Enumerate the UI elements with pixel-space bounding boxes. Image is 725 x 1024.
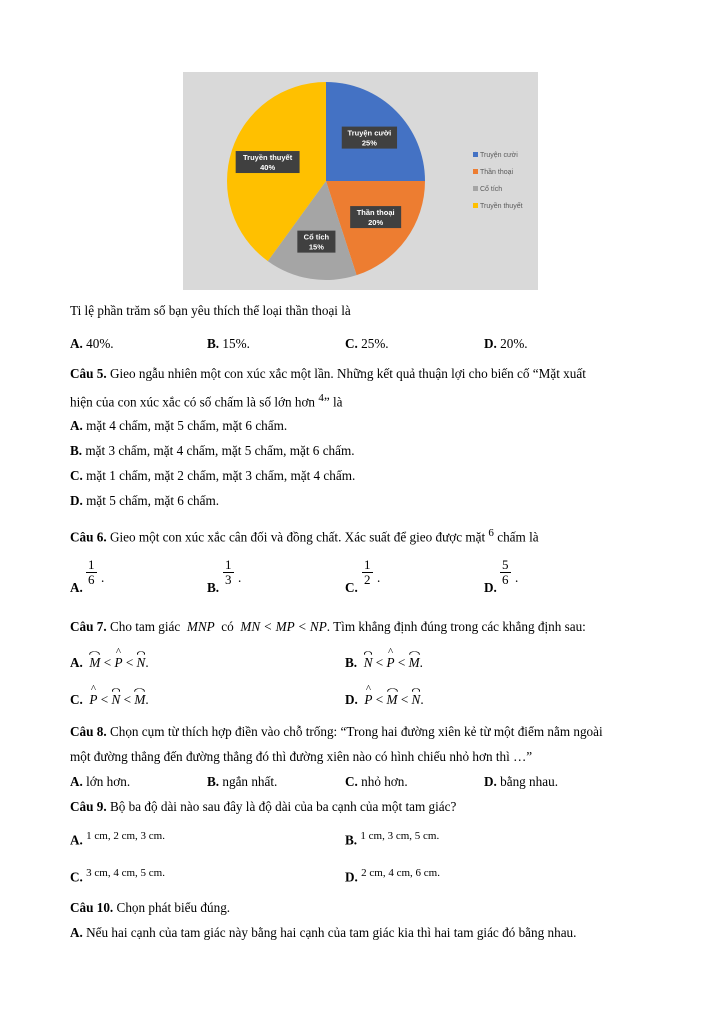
q7-option-a: A. M < ^ P < N.	[70, 655, 149, 671]
svg-text:25%: 25%	[361, 138, 377, 148]
q6-option-a-letter: A.	[70, 580, 83, 595]
q6-text: Câu 6. Gieo một con xúc xắc cân đối và đồng chất. Xác suất để gieo được mặt $^6$ chấm là	[70, 527, 539, 545]
pie-label-1	[350, 206, 401, 228]
q4-option-b: B. 15%.	[207, 336, 250, 351]
q5-option-a: A. mặt 4 chấm, mặt 5 chấm, mặt 6 chấm.	[70, 418, 288, 433]
q8-option-c: C. nhỏ hơn.	[345, 774, 408, 789]
q4-option-a: A. 40%.	[70, 336, 114, 351]
q8-option-d: D. bằng nhau.	[484, 774, 558, 789]
q9-option-b: B. $^{1 cm, 3 cm, 5 cm.}$	[345, 830, 440, 848]
q8-line2: một đường thẳng đến đường thẳng đó thì đường xiên nào có hình chiếu nhỏ hơn thì …”	[70, 749, 533, 764]
pie-label-0	[342, 127, 397, 149]
q8-option-b: B. ngắn nhất.	[207, 774, 278, 789]
q8-option-a: A. lớn hơn.	[70, 774, 131, 789]
q6-option-a-fraction: $\frac{1}{6}$	[88, 557, 95, 587]
q6-option-b-letter: B.	[207, 580, 220, 595]
pie-label-3	[236, 151, 300, 173]
svg-text:Truyện cười: Truyện cười	[347, 128, 392, 138]
q5-line2: hiện của con xúc xắc có số chấm là số lớn hơn $^4$” là	[70, 392, 343, 410]
q5-option-b: B. mặt 3 chấm, mặt 4 chấm, mặt 5 chấm, mặt 6 chấm.	[70, 443, 355, 458]
q6-option-c-fraction: $\frac{1}{2}$	[364, 557, 371, 587]
q6-option-b-fraction: $\frac{1}{3}$	[225, 557, 232, 587]
svg-text:Cổ tích: Cổ tích	[303, 232, 330, 242]
q5-option-d: D. mặt 5 chấm, mặt 6 chấm.	[70, 493, 220, 508]
q6-option-d-dot: .	[515, 570, 519, 585]
q6-option-b-dot: .	[238, 570, 242, 585]
svg-text:15%: 15%	[308, 242, 324, 252]
q6-option-c-letter: C.	[345, 580, 358, 595]
pie-label-2	[297, 231, 335, 253]
q5-line1: Câu 5. Gieo ngẫu nhiên một con xúc xắc một lần. Những kết quả thuận lợi cho biến cố “Mặt xuất	[70, 366, 586, 381]
q10-option-a: A. Nếu hai cạnh của tam giác này bằng hai cạnh của tam giác kia thì hai tam giác đó bằng nhau.	[70, 925, 577, 940]
q7-text: Câu 7. Cho tam giác MNP có MN < MP < NP. Tìm khẳng định đúng trong các khẳng định sau:	[70, 619, 586, 634]
q4-prompt: Ti lệ phần trăm số bạn yêu thích thể loại thần thoại là	[70, 303, 351, 318]
svg-text:Thần thoại: Thần thoại	[356, 208, 395, 218]
svg-text:Thần thoại: Thần thoại	[480, 169, 514, 176]
q5-option-c: C. mặt 1 chấm, mặt 2 chấm, mặt 3 chấm, mặt 4 chấm.	[70, 468, 356, 483]
legend-item-2	[473, 185, 502, 193]
q7-option-b: B. N < ^ P < M.	[345, 655, 423, 671]
legend-item-1	[473, 167, 514, 176]
legend-item-3	[473, 201, 523, 210]
q9-text: Câu 9. Bộ ba độ dài nào sau đây là độ dài của ba cạnh của một tam giác?	[70, 799, 457, 814]
pie-chart-svg	[183, 72, 538, 290]
q7-option-c: C. ^ P < N < M.	[70, 692, 149, 708]
svg-text:20%: 20%	[368, 218, 384, 228]
svg-text:Truyền thuyết: Truyền thuyết	[480, 203, 523, 210]
q6-option-d-letter: D.	[484, 580, 497, 595]
q4-option-d: D. 20%.	[484, 336, 528, 351]
q9-option-d: D. $^{2 cm, 4 cm, 6 cm.}$	[345, 867, 440, 885]
q7-option-d: D. ^ P < M < N.	[345, 692, 424, 708]
svg-text:Cổ tích: Cổ tích	[480, 186, 503, 193]
q8-line1: Câu 8. Chọn cụm từ thích hợp điền vào chỗ trống: “Trong hai đường xiên kẻ từ một điểm nằm ngoài	[70, 724, 603, 739]
svg-text:Truyện cười: Truyện cười	[480, 152, 518, 159]
q6-option-c-dot: .	[377, 570, 381, 585]
legend-item-0	[473, 152, 518, 159]
q10-text: Câu 10. Chọn phát biểu đúng.	[70, 900, 231, 915]
q6-option-a-dot: .	[101, 570, 105, 585]
q4-option-c: C. 25%.	[345, 336, 389, 351]
pie-chart	[183, 72, 538, 290]
svg-text:40%: 40%	[260, 163, 276, 173]
svg-text:Truyền thuyết: Truyền thuyết	[243, 153, 293, 163]
q9-option-a: A. $^{1 cm, 2 cm, 3 cm.}$	[70, 830, 165, 848]
q6-option-d-fraction: $\frac{5}{6}$	[502, 557, 509, 587]
q9-option-c: C. $^{3 cm, 4 cm, 5 cm.}$	[70, 867, 165, 885]
